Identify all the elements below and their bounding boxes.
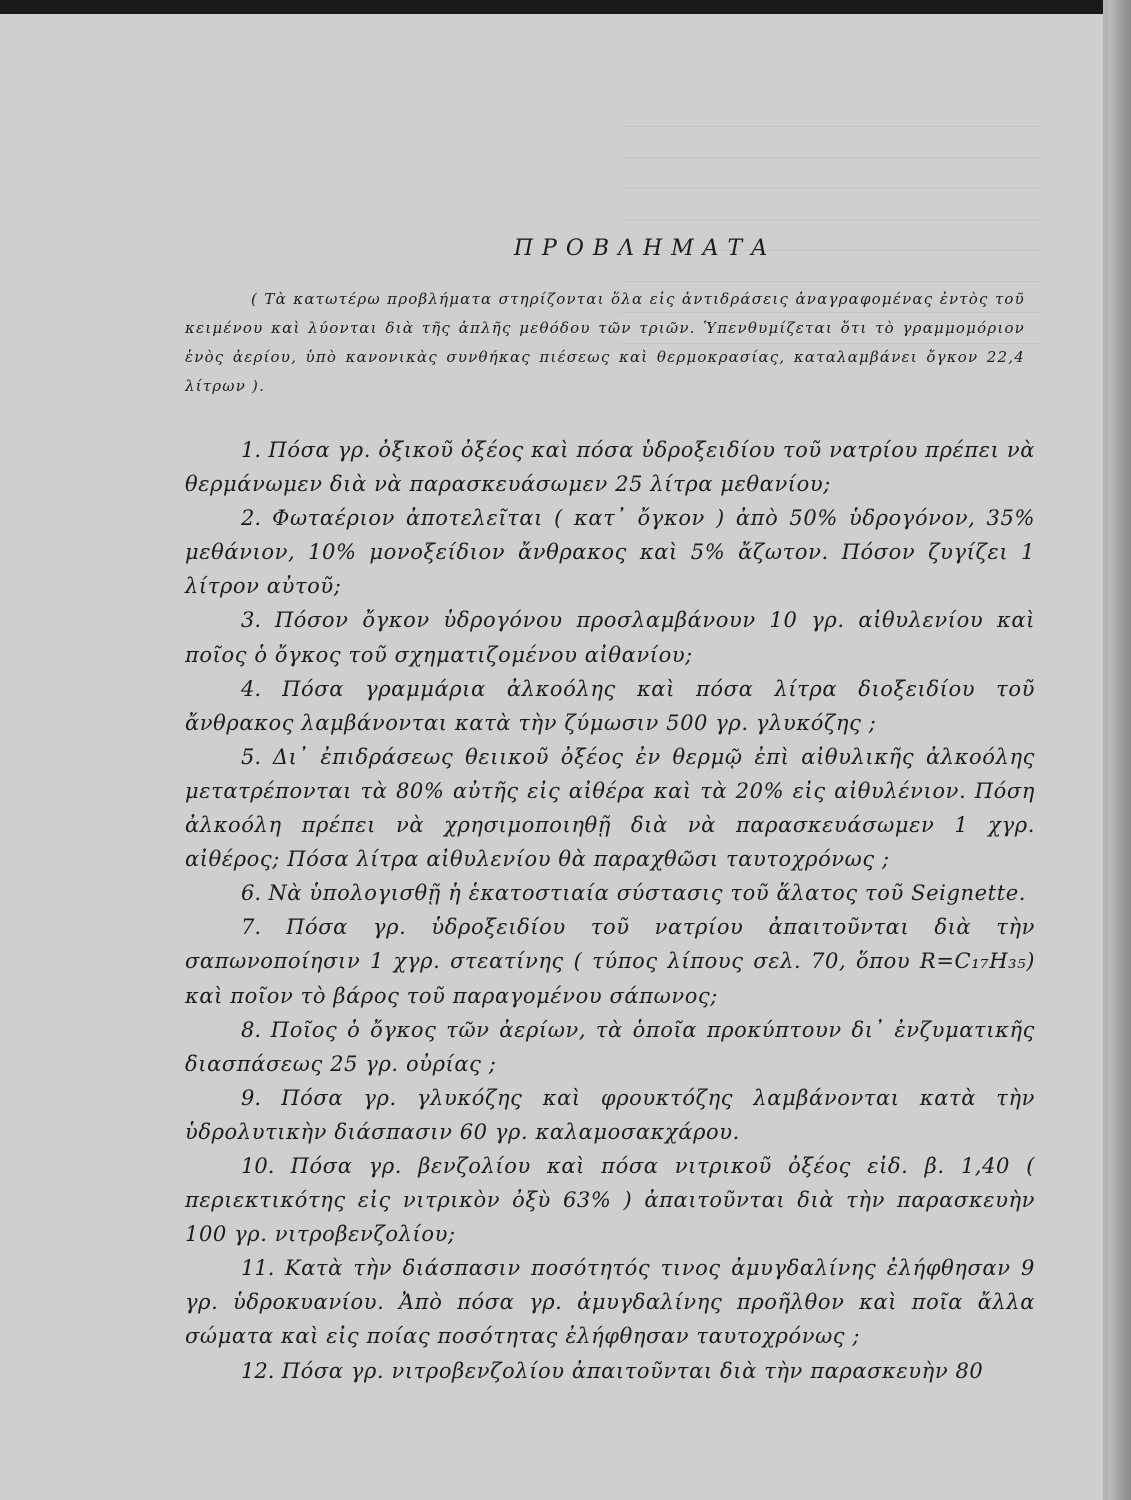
problem-list <box>185 433 1035 1388</box>
intro-note: ( Τὰ κατωτέρω προβλήματα στηρίζονται ὅλα εἰς ἀντιδράσεις ἀναγραφομένας ἐντὸς τοῦ κειμένου καὶ λύονται διὰ τῆς ἁπλῆς μεθόδου τῶν τριῶν. Ὑπενθυμίζεται ὅτι τὸ γραμμομόριον ἑνὸς ἀερίου, ὑπὸ κανονικὰς συνθήκας πιέσεως καὶ θερμοκρασίας, καταλαμβάνει ὄγκον 22,4 λίτρων ). <box>185 290 1025 395</box>
problem-text: Κατὰ τὴν διάσπασιν ποσότητός τινος ἀμυγδαλίνης ἐλήφθησαν 9 γρ. ὑδροκυανίου. Ἀπὸ πόσα γρ. ἀμυγδαλίνης προῆλθον καὶ ποῖα ἄλλα σώματα καὶ εἰς ποίας ποσότητας ἐλήφθησαν ταυτοχρόνως ; <box>185 1256 1035 1349</box>
problem-text: Ποῖος ὁ ὄγκος τῶν ἀερίων, τὰ ὁποῖα προκύπτουν δι᾽ ἐνζυματικῆς διασπάσεως 25 γρ. οὐρίας ; <box>185 1017 1035 1076</box>
problem-item <box>185 603 1035 671</box>
problem-item <box>185 1149 1035 1251</box>
page-content <box>185 236 1035 1388</box>
problem-text: Πόσα γρ. γλυκόζης καὶ φρουκτόζης λαμβάνονται κατὰ τὴν ὑδρολυτικὴν διάσπασιν 60 γρ. καλαμοσακχάρου. <box>185 1085 1035 1144</box>
problem-item <box>185 1251 1035 1353</box>
problem-text: Φωταέριον ἀποτελεῖται ( κατ᾽ ὄγκον ) ἀπὸ 50% ὑδρογόνον, 35% μεθάνιον, 10% μονοξείδιον ἄνθρακος καὶ 5% ἄζωτον. Πόσον ζυγίζει 1 λίτρον αὐτοῦ; <box>185 506 1036 599</box>
problem-number: 5. <box>241 744 262 769</box>
problem-item <box>185 910 1035 1012</box>
problem-number: 3. <box>241 608 262 633</box>
problem-item <box>185 1013 1035 1081</box>
problem-text: Πόσα γραμμάρια ἀλκοόλης καὶ πόσα λίτρα διοξειδίου τοῦ ἄνθρακος λαμβάνονται κατὰ τὴν ζύμωσιν 500 γρ. γλυκόζης ; <box>185 676 1035 735</box>
problem-number: 10. <box>241 1153 275 1178</box>
problem-number: 8. <box>241 1017 262 1042</box>
problem-item <box>185 501 1035 603</box>
problem-number: 2. <box>241 506 262 531</box>
problem-number: 7. <box>241 915 262 940</box>
scan-top-edge <box>0 0 1131 14</box>
problem-item <box>185 672 1035 740</box>
problem-item <box>185 876 1035 910</box>
problem-text: Πόσα γρ. νιτροβενζολίου ἀπαιτοῦνται διὰ τὴν παρασκευὴν 80 <box>281 1358 984 1383</box>
problem-number: 12. <box>241 1358 275 1383</box>
problem-text: Πόσα γρ. ὀξικοῦ ὀξέος καὶ πόσα ὑδροξειδίου τοῦ νατρίου πρέπει νὰ θερμάνωμεν διὰ νὰ παρασκευάσωμεν 25 λίτρα μεθανίου; <box>185 438 1035 497</box>
problem-item <box>185 1354 1035 1388</box>
binding-shadow <box>1109 0 1131 1500</box>
problem-item <box>185 433 1035 501</box>
problem-text: Πόσα γρ. βενζολίου καὶ πόσα νιτρικοῦ ὀξέος εἰδ. β. 1,40 ( περιεκτικότης εἰς νιτρικὸν ὀξὺ 63% ) ἀπαιτοῦνται διὰ τὴν παρασκευὴν 100 γρ. νιτροβενζολίου; <box>185 1153 1035 1247</box>
problem-number: 1. <box>241 438 262 462</box>
problem-item <box>185 1081 1035 1149</box>
page-title: ΠΡΟΒΛΗΜΑΤΑ <box>513 236 777 261</box>
problem-number: 6. <box>241 881 262 906</box>
problem-number: 11. <box>241 1256 275 1281</box>
problem-number: 4. <box>241 676 262 701</box>
problem-text: Πόσα γρ. ὑδροξειδίου τοῦ νατρίου ἀπαιτοῦνται διὰ τὴν σαπωνοποίησιν 1 χγρ. στεατίνης ( τύπος λίπους σελ. 70, ὅπου R=C₁₇H₃₅) καὶ ποῖον τὸ βάρος τοῦ παραγομένου σάπωνος; <box>185 915 1035 1008</box>
problem-text: Πόσον ὄγκον ὑδρογόνου προσλαμβάνουν 10 γρ. αἰθυλενίου καὶ ποῖος ὁ ὄγκος τοῦ σχηματιζομένου αἰθανίου; <box>185 608 1035 667</box>
problem-text: Νὰ ὑπολογισθῇ ἡ ἑκατοστιαία σύστασις τοῦ ἅλατος τοῦ Seignette. <box>268 881 1027 906</box>
problem-number: 9. <box>241 1085 262 1110</box>
problem-text: Δι᾽ ἐπιδράσεως θειικοῦ ὀξέος ἐν θερμῷ ἐπὶ αἰθυλικῆς ἀλκοόλης μετατρέπονται τὰ 80% αὐτῆς εἰς αἰθέρα καὶ τὰ 20% εἰς αἰθυλένιον. Πόση ἀλκοόλη πρέπει νὰ χρησιμοποιηθῇ διὰ νὰ παρασκευάσωμεν 1 χγρ. αἰθέρος; Πόσα λίτρα αἰθυλενίου θὰ παραχθῶσι ταυτοχρόνως ; <box>185 744 1035 872</box>
problem-item <box>185 740 1035 876</box>
